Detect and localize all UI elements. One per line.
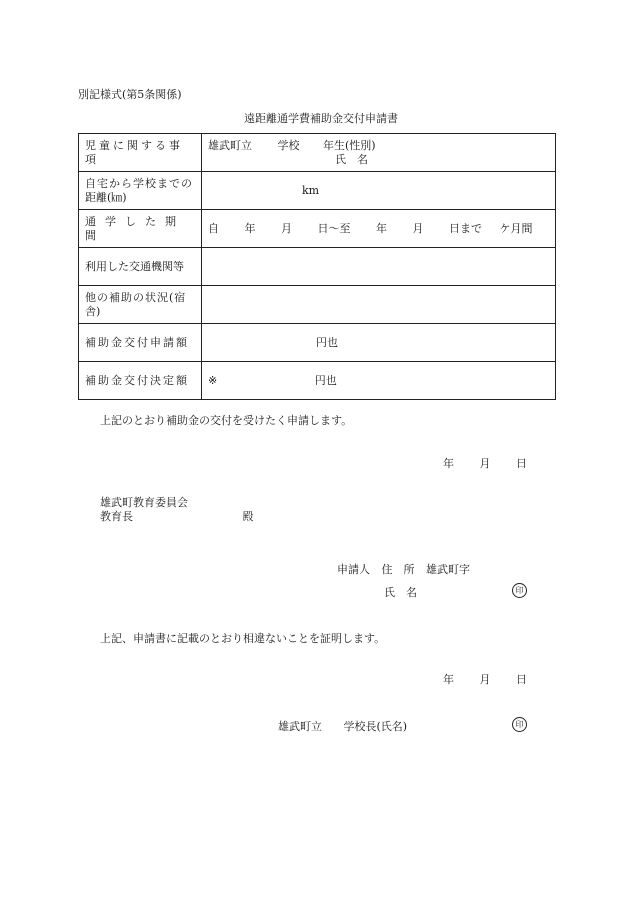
address-label: 住 所: [381, 563, 415, 576]
school-suffix: 学校: [277, 138, 300, 152]
period-month1: 月: [281, 221, 292, 235]
value-decided-amount[interactable]: [202, 362, 556, 400]
value-child-info[interactable]: [202, 134, 556, 172]
addressee-title: 教育長: [100, 510, 133, 523]
period-year1: 年: [244, 221, 256, 235]
principal-line: [278, 718, 407, 734]
date2-day: 日: [516, 673, 527, 686]
addressee-line1: 雄武町教育委員会: [100, 496, 188, 509]
row-distance: [79, 172, 556, 210]
addressee-honorific: 殿: [242, 510, 254, 523]
principal-title: 学校長(氏名): [343, 720, 408, 733]
child-name-label: 氏 名: [335, 152, 368, 166]
date2-year: 年: [443, 673, 454, 686]
period-from: 自: [208, 221, 219, 235]
date1-month: 月: [479, 457, 491, 470]
row-period: [79, 210, 556, 248]
label-other-aid: [79, 286, 202, 324]
requested-yen: 円也: [316, 335, 338, 349]
value-period[interactable]: [202, 210, 556, 248]
application-table: [78, 133, 556, 400]
seal-icon: 印: [512, 717, 527, 732]
date2-month: 月: [479, 673, 491, 686]
label-other-aid-line2: 舎): [85, 304, 101, 318]
label-transport: 利用した交通機関等: [79, 248, 202, 286]
row-child-info: [79, 134, 556, 172]
label-decided-amount: 補助金交付決定額: [79, 362, 202, 400]
label-distance: [79, 172, 202, 210]
principal-school: 雄武町立: [278, 720, 322, 733]
grade-gender: 年生(性別): [323, 138, 376, 152]
value-transport[interactable]: [202, 248, 556, 286]
value-distance[interactable]: [202, 172, 556, 210]
row-transport: [79, 248, 556, 286]
decided-mark: ※: [208, 373, 218, 387]
date-line-2: [443, 671, 527, 687]
date-line-1: [443, 455, 527, 471]
value-other-aid[interactable]: [202, 286, 556, 324]
row-requested-amount: [79, 324, 556, 362]
address-value[interactable]: 雄武町字: [426, 563, 470, 576]
period-day1: 日〜至: [317, 221, 351, 235]
period-months: ケ月間: [499, 221, 533, 235]
form-reference: 別記様式(第5条関係): [78, 88, 182, 101]
principal-seal: [512, 717, 527, 732]
applicant-seal: [512, 583, 527, 598]
document-title: 遠距離通学費補助金交付申請書: [244, 112, 398, 125]
date1-day: 日: [516, 457, 527, 470]
label-period: 通学した期間: [79, 210, 202, 248]
name-label: 氏 名: [384, 586, 417, 599]
period-month2: 月: [412, 221, 424, 235]
certification-statement: 上記、申請書に記載のとおり相違ないことを証明します。: [100, 632, 386, 645]
addressee-line2: [100, 508, 254, 524]
label-child-info: 児童に関する事項: [79, 134, 202, 172]
row-other-aid: [79, 286, 556, 324]
distance-unit: km: [302, 183, 320, 197]
seal-icon: 印: [512, 583, 527, 598]
applicant-label: 申請人: [337, 563, 370, 576]
town-school-prefix: 雄武町立: [208, 138, 252, 152]
period-day2: 日まで: [449, 221, 482, 235]
label-other-aid-line1: 他の補助の状況(宿: [85, 290, 187, 304]
request-statement: 上記のとおり補助金の交付を受けたく申請します。: [100, 414, 353, 427]
label-distance-line1: 自宅から学校までの: [85, 176, 193, 190]
applicant-name-line: [384, 584, 417, 600]
row-decided-amount: [79, 362, 556, 400]
period-year2: 年: [376, 221, 387, 235]
label-distance-line2: 距離(㎞): [85, 190, 127, 204]
decided-yen: 円也: [314, 373, 337, 387]
value-requested-amount[interactable]: [202, 324, 556, 362]
date1-year: 年: [443, 457, 454, 470]
label-requested-amount: 補助金交付申請額: [79, 324, 202, 362]
applicant-address-line: [337, 561, 470, 577]
